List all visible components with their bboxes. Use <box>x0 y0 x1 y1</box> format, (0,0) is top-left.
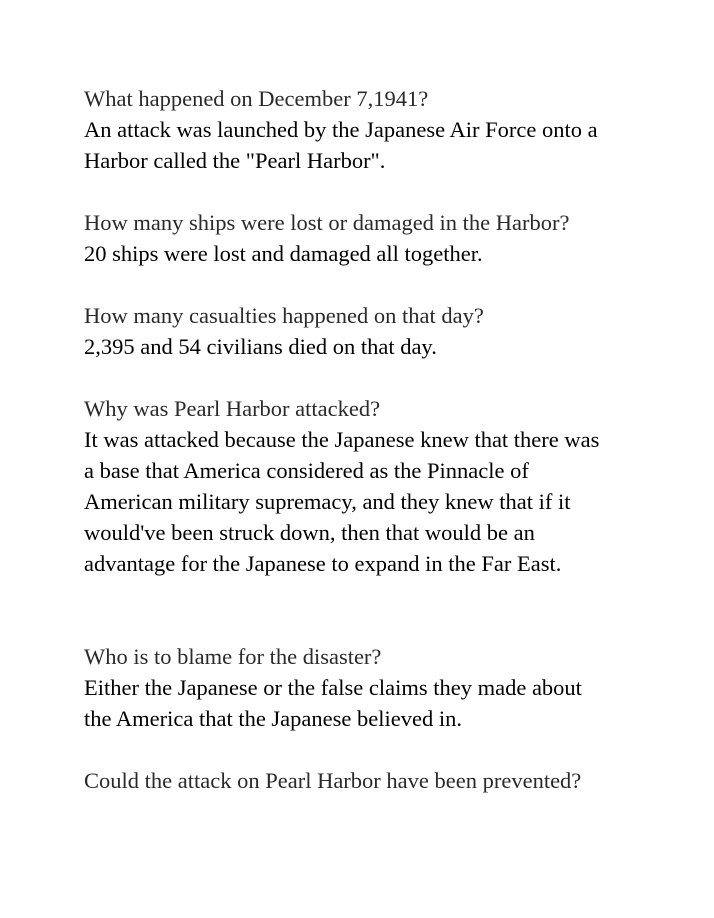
answer-line: advantage for the Japanese to expand in the Far East. <box>84 551 562 576</box>
answer-line: a base that America considered as the Pinnacle of <box>84 458 529 483</box>
answer-line: would've been struck down, then that would be an <box>84 520 535 545</box>
qa-block <box>84 393 684 579</box>
answer-line: American military supremacy, and they knew that if it <box>84 489 571 514</box>
answer-line: An attack was launched by the Japanese Air Force onto a <box>84 117 598 142</box>
answer-line: 20 ships were lost and damaged all together. <box>84 241 483 266</box>
answer-line: Harbor called the "Pearl Harbor". <box>84 148 386 173</box>
question-text: Who is to blame for the disaster? <box>84 644 382 669</box>
qa-block <box>84 83 684 176</box>
qa-block <box>84 765 684 796</box>
question-text: What happened on December 7,1941? <box>84 86 429 111</box>
answer-line: Either the Japanese or the false claims they made about <box>84 675 582 700</box>
question-text: How many casualties happened on that day? <box>84 303 484 328</box>
qa-block <box>84 207 684 269</box>
qa-block <box>84 641 684 734</box>
answer-line: 2,395 and 54 civilians died on that day. <box>84 334 437 359</box>
question-text: How many ships were lost or damaged in the Harbor? <box>84 210 570 235</box>
answer-line: It was attacked because the Japanese knew that there was <box>84 427 600 452</box>
qa-block <box>84 300 684 362</box>
document-body <box>84 83 684 827</box>
question-text: Why was Pearl Harbor attacked? <box>84 396 381 421</box>
question-text: Could the attack on Pearl Harbor have been prevented? <box>84 768 582 793</box>
answer-line: the America that the Japanese believed in. <box>84 706 462 731</box>
